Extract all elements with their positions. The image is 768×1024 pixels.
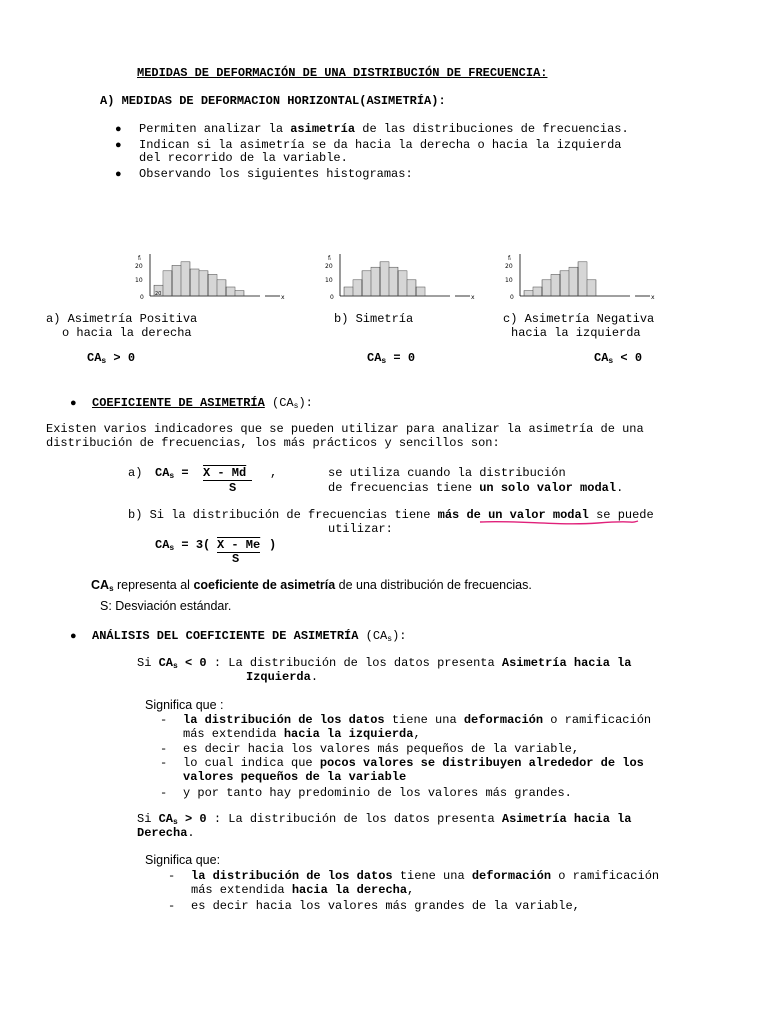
formula-a-denominator: S — [229, 481, 237, 495]
neg-line1: Si $CA_s < 0$ : La distribución de los datos presenta Asimetría hacia la — [137, 656, 632, 671]
bullet-2-line2: del recorrido de la variable. — [139, 151, 348, 165]
tick-label-10: 10 — [505, 277, 513, 284]
tick-label-0: 0 — [510, 294, 514, 301]
histogram-bar — [208, 274, 217, 296]
caption-c-line1: c) Asimetría Negativa — [503, 312, 655, 326]
formula-b-close: ) — [269, 538, 277, 552]
formula-b-numerator: X - Me — [217, 538, 261, 552]
bullet-icon: ● — [70, 398, 77, 410]
x-axis-label: x — [471, 294, 475, 301]
bullet-icon: ● — [115, 169, 122, 181]
bullet-icon: ● — [70, 631, 77, 643]
dash: - — [160, 756, 168, 770]
section-a-heading: A) MEDIDAS DE DEFORMACION HORIZONTAL(ASIMETRÍA): — [100, 94, 446, 108]
tick-label-0: 0 — [330, 294, 334, 301]
significa-1: Significa que : — [145, 698, 224, 712]
dash: - — [160, 713, 168, 727]
neg-item2: es decir hacia los valores más pequeños de la variable, — [183, 742, 580, 756]
neg-item3-line1: lo cual indica que pocos valores se distribuyen alrededor de los — [183, 756, 644, 770]
x-axis-label: x — [651, 294, 655, 301]
histogram-bar — [226, 287, 235, 296]
histogram-bar — [217, 280, 226, 296]
sdev-text: S: Desviación estándar. — [100, 599, 232, 613]
pos-item2: es decir hacia los valores más grandes de la variable, — [191, 899, 580, 913]
histogram-bar — [172, 265, 181, 296]
histogram-bar — [398, 271, 407, 296]
bullet-3: Observando los siguientes histogramas: — [139, 167, 413, 181]
pos-line1: Si $CA_s > 0$ : La distribución de los datos presenta Asimetría hacia la — [137, 812, 632, 827]
neg-item1-line2: más extendida hacia la izquierda, — [183, 727, 421, 741]
pos-item1-line1: la distribución de los datos tiene una deformación o ramificación — [191, 869, 660, 883]
formula-b-text: b) Si la distribución de frecuencias tiene más de un valor modal se puede — [128, 508, 654, 522]
tick-label-20: 20 — [505, 263, 513, 270]
caption-b: b) Simetría — [334, 312, 414, 326]
bar-inline-label: 20 — [155, 291, 162, 297]
caption-a-line2: o hacia la derecha — [62, 326, 192, 340]
histogram-bar — [416, 287, 425, 296]
histogram-svg — [320, 252, 480, 302]
ca-negative: $CA_s < 0$ — [594, 351, 643, 366]
histogram-bar — [344, 287, 353, 296]
bullet-2-line1: Indican si la asimetría se da hacia la derecha o hacia la izquierda — [139, 138, 622, 152]
histogram-bar — [407, 280, 416, 296]
x-axis-label: x — [281, 294, 285, 301]
formula-a-comma: , — [270, 466, 278, 480]
bullet-icon: ● — [115, 124, 122, 136]
y-axis-label: fᵢ — [138, 255, 142, 262]
histogram-bar — [389, 267, 398, 296]
dash: - — [160, 786, 168, 800]
dash: - — [168, 869, 176, 883]
histogram-bar — [181, 262, 190, 296]
coef-heading: COEFICIENTE DE ASIMETRÍA $(CA_s)$: — [92, 396, 313, 411]
histogram-bar — [199, 271, 208, 296]
dash: - — [168, 899, 176, 913]
tick-label-10: 10 — [325, 277, 333, 284]
histogram-bar — [190, 269, 199, 296]
formula-b-lhs: $CA_s = 3$( — [155, 538, 211, 553]
bullet-1: Permiten analizar la asimetría de las distribuciones de frecuencias. — [139, 122, 629, 136]
handwritten-underline — [478, 518, 640, 528]
pos-item1-line2: más extendida hacia la derecha, — [191, 883, 415, 897]
formula-a-lhs: $CA_s$ = — [155, 466, 189, 481]
histogram-bar — [371, 267, 380, 296]
histogram-a — [130, 252, 290, 306]
histogram-bar — [569, 267, 578, 296]
histogram-c — [500, 252, 660, 306]
analysis-heading: ANÁLISIS DEL COEFICIENTE DE ASIMETRÍA $(CA_s)$: — [92, 629, 407, 644]
histogram-bar — [542, 280, 551, 296]
formula-a-numerator: X - Md — [203, 466, 252, 481]
histogram-bar — [551, 274, 560, 296]
neg-line2: Izquierda. — [246, 670, 319, 684]
histogram-bar — [560, 271, 569, 296]
formula-b-text-line2: utilizar: — [328, 522, 393, 536]
histogram-bar — [524, 291, 533, 296]
tick-label-10: 10 — [135, 277, 143, 284]
formula-a-label: a) — [128, 466, 143, 480]
histogram-bar — [578, 262, 587, 296]
histogram-bar — [533, 287, 542, 296]
bullet-icon: ● — [115, 140, 122, 152]
caption-c-line2: hacia la izquierda — [511, 326, 641, 340]
y-axis-label: fᵢ — [328, 255, 332, 262]
pos-line2: Derecha. — [137, 826, 195, 840]
caption-a-line1: a) Asimetría Positiva — [46, 312, 198, 326]
histogram-b — [320, 252, 480, 306]
histogram-bar — [235, 291, 244, 296]
coef-intro-line1: Existen varios indicadores que se pueden utilizar para analizar la asimetría de una — [46, 422, 644, 436]
neg-item3-line2: valores pequeños de la variable — [183, 770, 407, 784]
histogram-bar — [380, 262, 389, 296]
histogram-bar — [362, 271, 371, 296]
ca-zero: $CA_s = 0$ — [367, 351, 416, 366]
neg-item4: y por tanto hay predominio de los valores más grandes. — [183, 786, 572, 800]
tick-label-20: 20 — [325, 263, 333, 270]
histogram-bar — [587, 280, 596, 296]
formula-a-text2: de frecuencias tiene un solo valor modal. — [328, 481, 624, 495]
formula-a-text1: se utiliza cuando la distribución — [328, 466, 566, 480]
neg-item1-line1: la distribución de los datos tiene una deformación o ramificación — [183, 713, 652, 727]
coef-intro-line2: distribución de frecuencias, los más prácticos y sencillos son: — [46, 436, 500, 450]
page-title: MEDIDAS DE DEFORMACIÓN DE UNA DISTRIBUCIÓN DE FRECUENCIA: — [137, 66, 548, 80]
ca-positive: $CA_s > 0$ — [87, 351, 136, 366]
tick-label-0: 0 — [140, 294, 144, 301]
formula-b-denominator: S — [232, 552, 240, 566]
y-axis-label: fᵢ — [508, 255, 512, 262]
histogram-svg — [130, 252, 290, 302]
histogram-svg — [500, 252, 660, 302]
significa-2: Significa que: — [145, 853, 221, 867]
histogram-bar — [353, 280, 362, 296]
represents-text: $CA_s$ representa al coeficiente de asimetría de una distribución de frecuencias. — [91, 578, 532, 593]
histogram-bar — [163, 271, 172, 296]
tick-label-20: 20 — [135, 263, 143, 270]
dash: - — [160, 742, 168, 756]
